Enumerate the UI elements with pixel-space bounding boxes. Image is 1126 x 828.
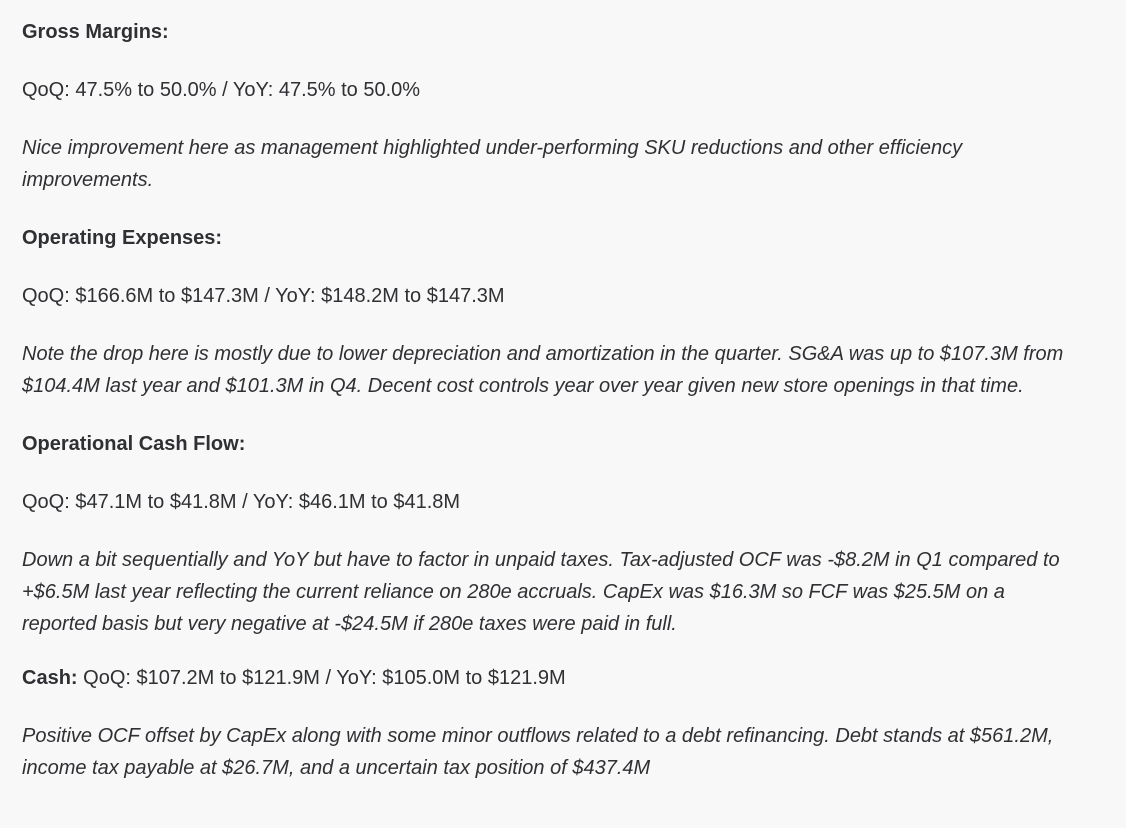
cash-line (22, 662, 1082, 694)
operational-cash-flow-heading: Operational Cash Flow: (22, 433, 246, 455)
cash-heading: Cash: (22, 667, 78, 689)
operating-expenses-stat: QoQ: $166.6M to $147.3M / YoY: $148.2M to $147.3M (22, 285, 505, 307)
cash-stat: QoQ: $107.2M to $121.9M / YoY: $105.0M to $121.9M (83, 667, 566, 689)
gross-margins-note: Nice improvement here as management highlighted under-performing SKU reductions and other efficiency improvements. (22, 137, 963, 191)
cash-note: Positive OCF offset by CapEx along with some minor outflows related to a debt refinancing. Debt stands at $561.2M, income tax payable at $26.7M, and a uncertain tax position of $437.4M (22, 725, 1054, 779)
operating-expenses-note: Note the drop here is mostly due to lower depreciation and amortization in the quarter. SG&A was up to $107.3M from $104.4M last year and $101.3M in Q4. Decent cost controls year over year given new store openings in that time. (22, 343, 1064, 397)
operational-cash-flow-stat: QoQ: $47.1M to $41.8M / YoY: $46.1M to $41.8M (22, 491, 461, 513)
gross-margins-heading: Gross Margins: (22, 21, 169, 43)
gross-margins-stat: QoQ: 47.5% to 50.0% / YoY: 47.5% to 50.0% (22, 79, 421, 101)
operational-cash-flow-note: Down a bit sequentially and YoY but have to factor in unpaid taxes. Tax-adjusted OCF was -$8.2M in Q1 compared to +$6.5M last year reflecting the current reliance on 280e accruals. CapEx was $16.3M so FCF was $25.5M on a reported basis but very negative at -$24.5M if 280e taxes were paid in full. (22, 549, 1060, 635)
operating-expenses-heading: Operating Expenses: (22, 227, 223, 249)
